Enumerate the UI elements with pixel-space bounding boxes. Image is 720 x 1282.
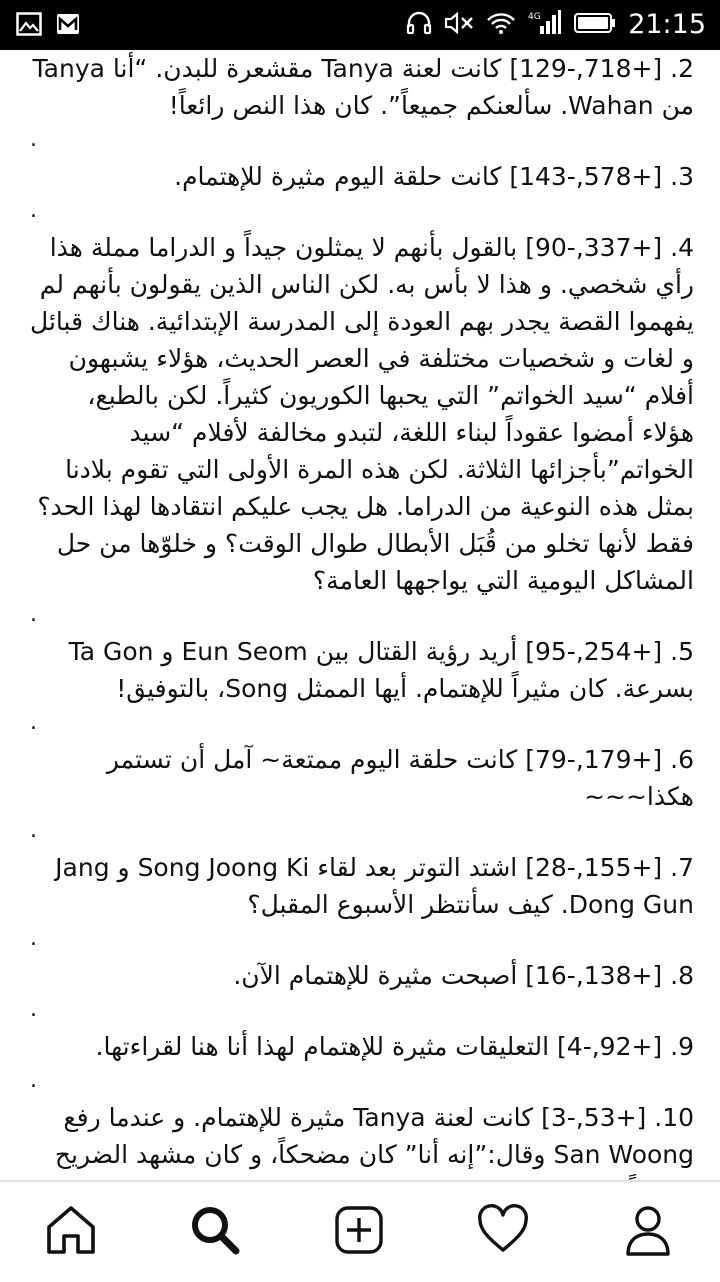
comment-number: 3. [670,162,694,191]
separator-dot: . [30,602,37,627]
article-content[interactable] [0,50,720,1180]
separator-dot: . [30,710,37,735]
separator-dot: . [30,1068,37,1093]
comment-text [30,158,694,195]
bottom-navigation [0,1180,720,1282]
status-bar [0,0,720,50]
comments-list [0,50,720,1210]
comment-number: 7. [670,853,694,882]
comment-votes: [+337,-90] [525,233,663,262]
comment-body: التعليقات مثيرة للإهتمام لهذا أنا هنا لقراءتها. [95,1032,550,1061]
comment-votes: [+578,-143] [509,162,663,191]
comment-votes: [+138,-16] [525,961,663,990]
heart-icon [477,1206,529,1258]
comment-text [30,50,694,124]
comment-text [30,229,694,599]
battery-icon [574,12,616,38]
wifi-icon [486,11,516,39]
comment-body: اشتد التوتر بعد لقاء Song Joong Ki و Jang Dong Gun. كيف سأنتظر الأسبوع المقبل؟ [55,853,694,919]
nav-home-button[interactable] [43,1204,99,1260]
comment-body: كانت لعنة Tanya مقشعرة للبدن. “أنا Tanya من Wahan. سألعنكم جميعاً”. كان هذا النص رائعاً! [32,54,694,120]
profile-icon [624,1204,672,1260]
comment-body: كانت حلقة اليوم مثيرة للإهتمام. [174,162,502,191]
nav-search-button[interactable] [187,1204,243,1260]
comment-votes: [+254,-95] [525,637,663,666]
mute-icon [444,11,474,39]
separator-dot: . [30,926,37,951]
comment-number: 8. [670,961,694,990]
comment-text [30,849,694,923]
mail-icon [56,12,80,40]
comment-votes: [+718,-129] [509,54,663,83]
comment-item [30,158,694,227]
comment-text [30,1028,694,1065]
svg-text:4G: 4G [528,12,541,22]
status-left-icons [16,12,80,40]
comment-body: أريد رؤية القتال بين Eun Seom و Ta Gon بسرعة. كان مثيراً للإهتمام. أيها الممثل Song، بالتوفيق! [68,637,694,703]
comment-item [30,849,694,955]
comment-item [30,229,694,631]
comment-number: 4. [670,233,694,262]
nav-activity-button[interactable] [475,1204,531,1260]
comment-votes: [+92,-4] [557,1032,663,1061]
image-icon [16,12,42,40]
comment-body: أصبحت مثيرة للإهتمام الآن. [233,961,518,990]
separator-dot: . [30,127,37,152]
headphones-icon [406,11,432,39]
comment-number: 5. [670,637,694,666]
comment-text [30,957,694,994]
comment-number: 2. [670,54,694,83]
comment-item [30,50,694,156]
separator-dot: . [30,818,37,843]
home-icon [45,1205,97,1259]
comment-number: 6. [670,745,694,774]
comment-votes: [+179,-79] [525,745,663,774]
search-icon [189,1204,241,1260]
separator-dot: . [30,997,37,1022]
comment-body: كانت حلقة اليوم ممتعة~ آمل أن تستمر هكذا~~~ [106,745,694,811]
comment-item [30,741,694,847]
status-time: 21:15 [628,9,706,40]
comment-text [30,741,694,815]
comment-text [30,633,694,707]
comment-body: بالقول بأنهم لا يمثلون جيداً و الدراما مملة هذا رأي شخصي. و هذا لا بأس به. لكن الناس الذين يقولون بأنهم لم يفهموا القصة يجدر بهم العودة إلى المدرسة الإبتدائية. هناك قبائل و لغات و شخصيات مختلفة في العصر الحديث، هؤلاء يشبهون أفلام “سيد الخواتم” التي يحبها الكوريون كثيراً. لكن بالطبع، هؤلاء أمضوا عقوداً لبناء اللغة، لتبدو مخالفة لأفلام “سيد الخواتم”بأجزائها الثلاثة. لكن هذه المرة الأولى التي تقوم بلادنا بمثل هذه النوعية من الدراما. هل يجب عليكم انتقادها لهذا الحد؟ فقط لأنها تخلو من قُبَل الأبطال طوال الوقت؟ و خلوّها من حل المشاكل اليومية التي يواجهها العامة؟ [30,233,694,595]
status-right-icons [406,10,706,40]
comment-votes: [+53,-3] [541,1103,647,1132]
comment-votes: [+155,-28] [525,853,663,882]
signal-icon [528,10,562,40]
comment-number: 9. [670,1032,694,1061]
comment-item [30,633,694,739]
separator-dot: . [30,198,37,223]
comment-number: 10. [654,1103,694,1132]
comment-body: كانت لعنة Tanya مثيرة للإهتمام. و عندما رفع San Woong وقال:”إنه أنا” كان مضحكاً، و كان مشهد الضريح [54,1103,694,1169]
add-post-icon [334,1205,384,1259]
nav-profile-button[interactable] [620,1204,676,1260]
comment-item [30,1028,694,1097]
comment-item [30,957,694,1026]
nav-new-post-button[interactable] [331,1204,387,1260]
